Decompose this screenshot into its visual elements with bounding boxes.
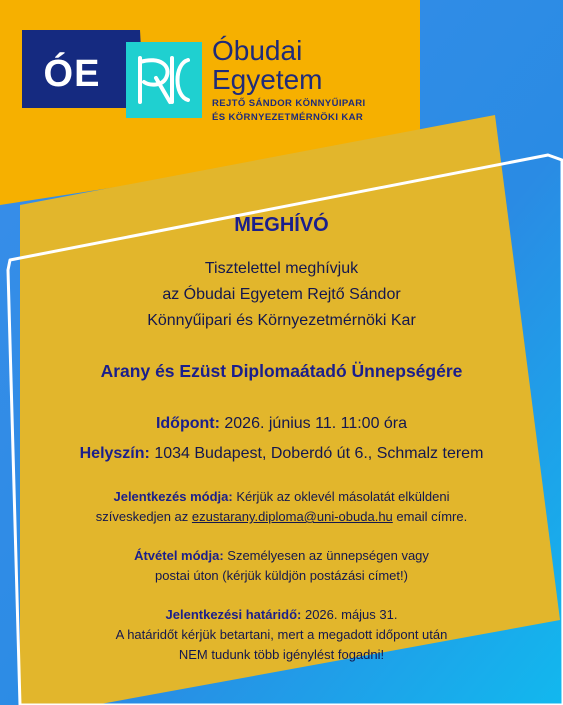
registration-info	[20, 487, 543, 527]
intro-line: az Óbudai Egyetem Rejtő Sándor	[162, 286, 401, 303]
registration-text: email címre.	[396, 509, 468, 524]
registration-text: Kérjük az oklevél másolatát elküldeni	[236, 489, 450, 504]
event-name: Arany és Ezüst Diplomaátadó Ünnepségére	[100, 361, 463, 381]
faculty-name-line1: REJTŐ SÁNDOR KÖNNYŰIPARI	[212, 98, 366, 109]
time-label: Időpont:	[155, 415, 220, 432]
registration-email-link[interactable]: ezustarany.diploma@uni-obuda.hu	[191, 509, 393, 524]
time-line	[20, 409, 543, 439]
registration-text: szíveskedjen az	[95, 509, 189, 524]
rk-monogram-icon	[126, 42, 202, 118]
event-details	[20, 409, 543, 469]
intro-line: Könnyűipari és Környezetmérnöki Kar	[147, 312, 416, 329]
oe-logo-text: ÓE	[43, 52, 101, 95]
university-name	[212, 36, 323, 94]
invitation-intro	[20, 256, 543, 334]
pickup-text: Személyesen az ünnepségen vagy	[227, 548, 429, 563]
oe-logo	[22, 30, 122, 118]
deadline-value: 2026. május 31.	[304, 607, 398, 622]
place-label: Helyszín:	[79, 445, 150, 462]
university-name-line1: Óbudai	[212, 35, 303, 66]
place-value: 1034 Budapest, Doberdó út 6., Schmalz terem	[154, 445, 484, 462]
pickup-text: postai úton (kérjük küldjön postázási címet!)	[155, 568, 408, 583]
registration-label: Jelentkezés módja:	[113, 489, 233, 504]
university-name-line2: Egyetem	[212, 64, 323, 95]
time-value: 2026. június 11. 11:00 óra	[224, 415, 408, 432]
place-line	[20, 439, 543, 469]
pickup-label: Átvétel módja:	[134, 548, 224, 563]
deadline-text: A határidőt kérjük betartani, mert a megadott időpont után	[115, 627, 448, 642]
invitation-title: MEGHÍVÓ	[234, 214, 329, 236]
faculty-name	[212, 97, 366, 125]
rk-logo	[126, 42, 202, 118]
deadline-label: Jelentkezési határidő:	[165, 607, 302, 622]
deadline-info	[20, 605, 543, 665]
pickup-info	[20, 546, 543, 586]
intro-line: Tisztelettel meghívjuk	[204, 260, 359, 277]
deadline-text: NEM tudunk több igénylést fogadni!	[178, 647, 385, 662]
faculty-name-line2: ÉS KÖRNYEZETMÉRNÖKI KAR	[212, 112, 364, 123]
